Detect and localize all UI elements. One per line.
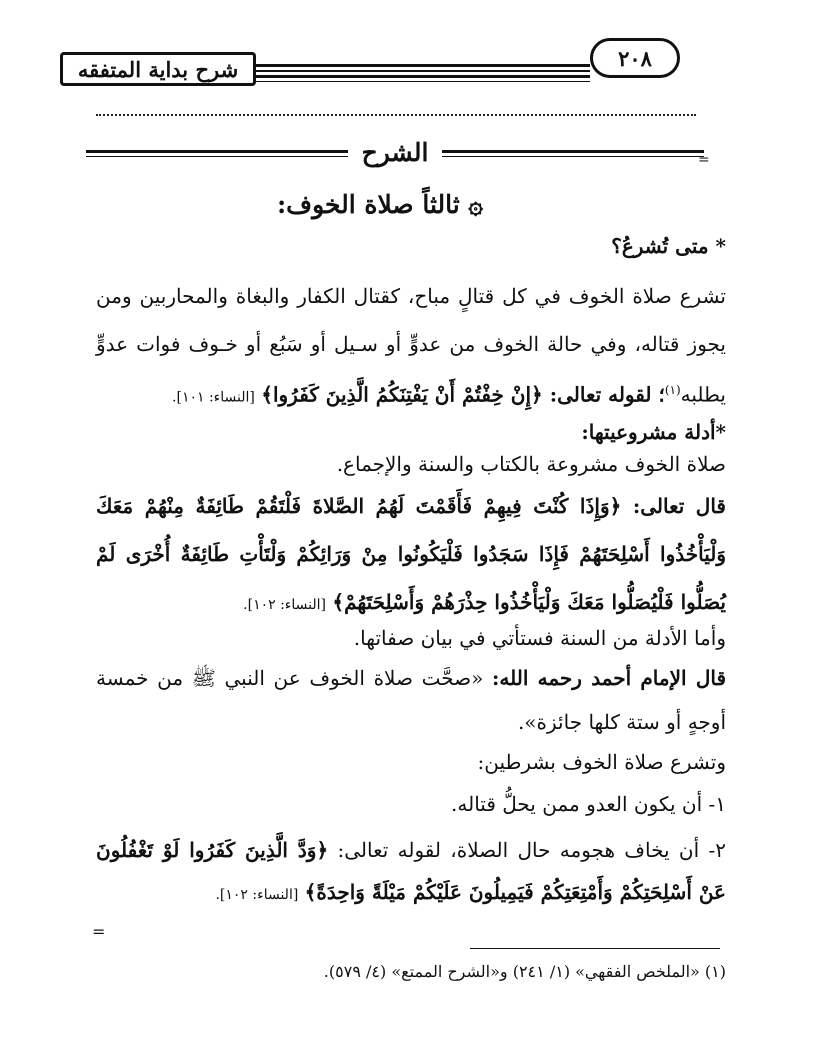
header-rule (256, 81, 590, 82)
continuation-mark: = (92, 922, 106, 941)
quote-attribution: قال الإمام أحمد رحمه الله: (492, 666, 726, 690)
question-heading: * متى تُشرعُ؟ (611, 234, 726, 258)
verse-reference: [النساء: ١٠٢]. (243, 597, 326, 613)
quran-verse: ؛ لقوله تعالى: ﴿إِنْ خِفْتُمْ أَنْ يَفْتِنَكُمُ الَّذِينَ كَفَرُوا﴾ (261, 382, 665, 407)
list-item (96, 836, 726, 864)
body-line: وأما الأدلة من السنة فستأتي في بيان صفاتها. (353, 626, 726, 650)
header-rule (256, 75, 590, 78)
continuation-mark: = (698, 152, 710, 168)
header-rule (256, 70, 590, 72)
quran-line (215, 878, 726, 909)
quran-verse: ﴿وَدَّ الَّذِينَ كَفَرُوا لَوْ تَغْفُلُونَ (96, 838, 329, 862)
quran-verse: يُصَلُّوا فَلْيُصَلُّوا مَعَكَ وَلْيَأْخُذُوا حِذْرَهُمْ وَأَسْلِحَتَهُمْ﴾ (332, 590, 726, 614)
section-rule-left (86, 150, 348, 153)
list-item: ١- أن يكون العدو ممن يحلُّ قتاله. (451, 792, 726, 816)
page-number-badge (590, 38, 680, 78)
footnote-ref: (١) (664, 383, 681, 397)
page-number: ٢٠٨ (618, 45, 652, 71)
header-rule (256, 64, 590, 67)
body-line: تشرع صلاة الخوف في كل قتالٍ مباح، كقتال الكفار والبغاة والمحاربين ومن (96, 284, 726, 308)
body-line: أوجهٍ أو ستة كلها جائزة». (517, 710, 726, 734)
book-title-box (60, 52, 256, 86)
book-title: شرح بداية المتفقه (77, 56, 239, 82)
body-line (172, 376, 726, 412)
quote-text: «صحَّت صلاة الخوف عن النبي ﷺ من خمسة (96, 666, 484, 690)
dotted-divider (96, 114, 696, 116)
list-item-text: ٢- أن يخاف هجومه حال الصلاة، لقوله تعالى: (337, 838, 726, 862)
verse-reference: [النساء: ١٠١]. (172, 389, 255, 406)
quran-verse: عَنْ أَسْلِحَتِكُمْ وَأَمْتِعَتِكُمْ فَيَمِيلُونَ عَلَيْكُمْ مَيْلَةً وَاحِدَةً﴾ (304, 880, 726, 904)
section-rule-right (442, 150, 704, 153)
verse-reference: [النساء: ١٠٢]. (215, 887, 299, 903)
footnote: (١) «الملخص الفقهي» (١/ ٢٤١) و«الشرح الممتع» (٤/ ٥٧٩). (323, 962, 726, 981)
body-text: يطلبه (680, 382, 726, 407)
quran-line: وَلْيَأْخُذُوا أَسْلِحَتَهُمْ فَإِذَا سَجَدُوا فَلْيَكُونُوا مِنْ وَرَائِكُمْ وَلْتَأْتِ طَائِفَةٌ أُخْرَى لَمْ (96, 542, 726, 566)
section-title: الشرح (361, 138, 429, 167)
body-line: يجوز قتاله، وفي حالة الخوف من عدوٍّ أو سـيل أو سَبُع أو خـوف فوات عدوٍّ (96, 332, 727, 356)
body-line: وتشرع صلاة الخوف بشرطين: (477, 750, 726, 774)
body-line (96, 664, 726, 692)
section-rule-right-thin (442, 156, 704, 157)
quran-line (243, 588, 726, 619)
footnote-rule (470, 948, 720, 949)
page-heading: ۞ ثالثاً صلاة الخوف: (276, 190, 484, 219)
section-rule-left-thin (86, 156, 348, 157)
quran-line: قال تعالى: ﴿وَإِذَا كُنْتَ فِيهِمْ فَأَقَمْتَ لَهُمُ الصَّلاةَ فَلْتَقُمْ طَائِفَةٌ مِنْهُمْ مَعَكَ (96, 494, 726, 518)
body-line: صلاة الخوف مشروعة بالكتاب والسنة والإجماع. (336, 452, 726, 476)
subheading: *أدلة مشروعيتها: (581, 420, 726, 444)
